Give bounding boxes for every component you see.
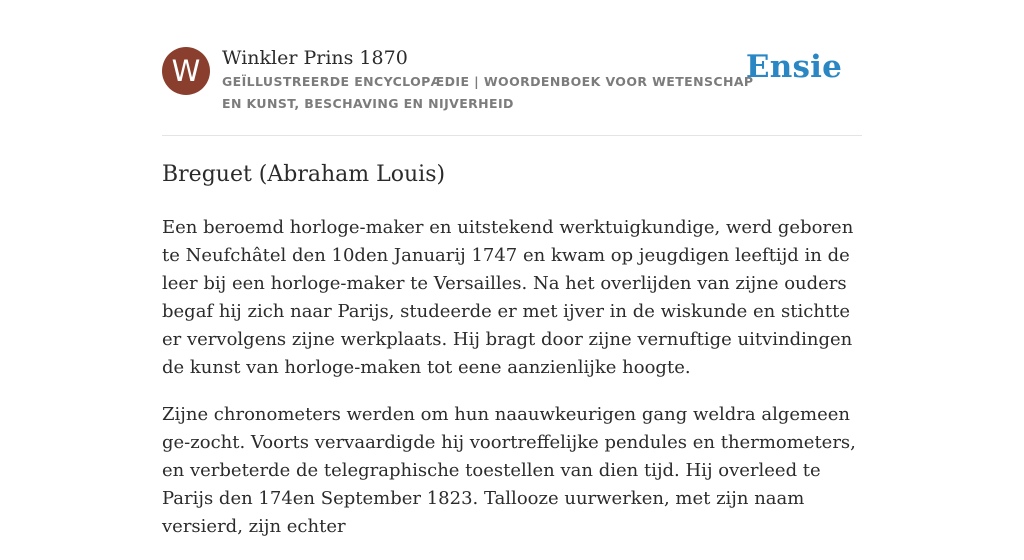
article <box>162 136 862 541</box>
source-subtitle: GEÏLLUSTREERDE ENCYCLOPÆDIE | WOORDENBOEK VOOR WETENSCHAP EN KUNST, BESCHAVING EN NIJVERHEID <box>222 74 754 111</box>
page-container <box>162 0 862 560</box>
source-title[interactable]: Winkler Prins 1870 <box>222 47 408 69</box>
source-header <box>162 0 862 136</box>
source-info <box>222 45 762 115</box>
source-avatar[interactable]: W <box>162 47 210 95</box>
article-paragraph: Een beroemd horloge-maker en uitstekend werktuigkundige, werd geboren te Neufchâtel den 10den Januarij 1747 en kwam op jeugdigen leeftijd in de leer bij een horloge-maker te Versailles. Na het overlijden van zijne ouders begaf hij zich naar Parijs, studeerde er met ijver in de wiskunde en stichtte er vervolgens zijne werkplaats. Hij bragt door zijne vernuftige uitvindingen de kunst van horloge-maken tot eene aanzienlijke hoogte. <box>162 217 854 378</box>
article-title: Breguet (Abraham Louis) <box>162 162 446 187</box>
article-paragraph: Zijne chronometers werden om hun naauwkeurigen gang weldra algemeen ge-zocht. Voorts vervaardigde hij voortreffelijke pendules en thermometers, en verbeterde de telegraphische toestellen van dien tijd. Hij overleed te Parijs den 174en September 1823. Tallooze uurwerken, met zijn naam versierd, zijn echter <box>162 404 856 537</box>
ensie-logo[interactable]: Ensie <box>745 49 842 85</box>
